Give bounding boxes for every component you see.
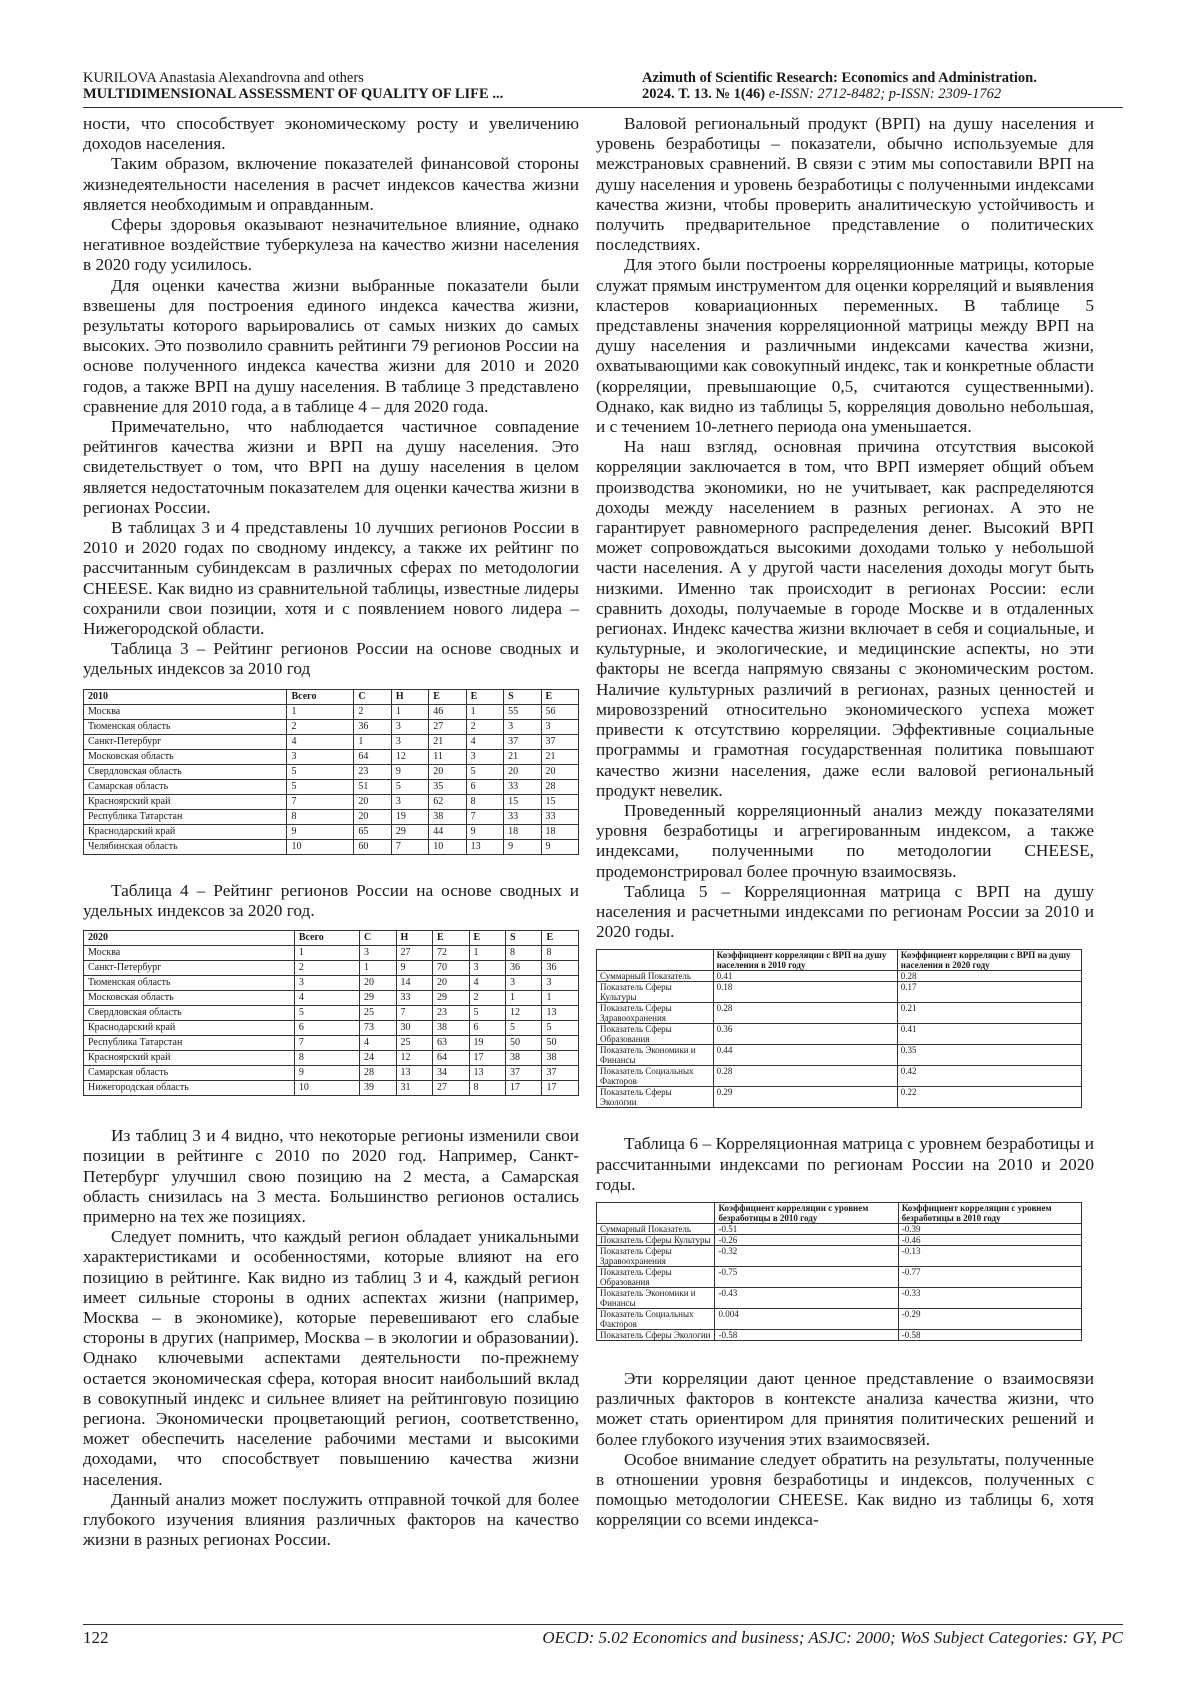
table-cell: 2 bbox=[287, 719, 354, 734]
table-cell: -0.33 bbox=[898, 1287, 1081, 1308]
table-cell: 0.41 bbox=[897, 1024, 1081, 1045]
table-cell: 20 bbox=[541, 764, 579, 779]
header-issn: e-ISSN: 2712-8482; p-ISSN: 2309-1762 bbox=[765, 86, 1002, 102]
table-cell: 37 bbox=[541, 734, 579, 749]
table-cell: 38 bbox=[505, 1051, 541, 1066]
table-cell: 12 bbox=[391, 749, 428, 764]
table-cell: Нижегородская область bbox=[84, 1081, 295, 1096]
table-cell: Челябинская область bbox=[84, 839, 287, 854]
table-cell: 72 bbox=[433, 946, 469, 961]
table-cell: 5 bbox=[505, 1021, 541, 1036]
table-header-cell: E bbox=[469, 931, 505, 946]
table-cell: Показатель Социальных Факторов bbox=[597, 1308, 715, 1329]
paragraph: В таблицах 3 и 4 представлены 10 лучших регионов России в 2010 и 2020 годах по сводному индексу, а также их рейтинг по рассчитанным субиндексам в различных сферах по методологии CHEESE. Как видно из сравнительной таблицы, известные лидеры сохранили свои позиции, хотя и с появлением нового лидера – Нижегородской области. bbox=[83, 518, 579, 639]
table-cell: 13 bbox=[466, 839, 503, 854]
table-cell: Красноярский край bbox=[84, 1051, 295, 1066]
table-header-cell: E bbox=[433, 931, 469, 946]
table6-caption: Таблица 6 – Корреляционная матрица с уровнем безработицы и рассчитанными индексами по регионам России на 2010 и 2020 годы. bbox=[596, 1134, 1094, 1194]
table-cell: 44 bbox=[429, 824, 466, 839]
table-cell: 64 bbox=[354, 749, 391, 764]
table-cell: 5 bbox=[469, 1006, 505, 1021]
table-cell: 0.29 bbox=[713, 1087, 897, 1108]
paragraph: Примечательно, что наблюдается частичное совпадение рейтингов качества жизни и ВРП на душу населения. Это свидетельствует о том, что ВРП на душу населения в целом является недостаточным показателем для оценки качества жизни в регионах России. bbox=[83, 417, 579, 517]
footer-classification: OECD: 5.02 Economics and business; ASJC: 2000; WoS Subject Categories: GY, PC bbox=[542, 1628, 1123, 1647]
table-cell: 8 bbox=[287, 809, 354, 824]
table-cell: 5 bbox=[287, 779, 354, 794]
paragraph: ности, что способствует экономическому росту и увеличению доходов населения. bbox=[83, 114, 579, 154]
table-cell: 6 bbox=[294, 1021, 359, 1036]
table-cell: 6 bbox=[466, 779, 503, 794]
table5-caption: Таблица 5 – Корреляционная матрица с ВРП на душу населения и расчетными индексами по регионам России за 2010 и 2020 годы. bbox=[596, 881, 1094, 942]
table-cell: 20 bbox=[433, 976, 469, 991]
header-issue bbox=[642, 86, 1037, 102]
table-cell: Свердловская область bbox=[84, 1006, 295, 1021]
running-header-authors bbox=[83, 70, 503, 102]
table-cell: 11 bbox=[429, 749, 466, 764]
table-cell: Свердловская область bbox=[84, 764, 287, 779]
table-cell: 27 bbox=[429, 719, 466, 734]
page-number: 122 bbox=[83, 1628, 109, 1647]
table-cell: Суммарный Показатель bbox=[597, 971, 714, 982]
table-cell: Московская область bbox=[84, 991, 295, 1006]
table-cell: 2 bbox=[294, 961, 359, 976]
table-cell: Московская область bbox=[84, 749, 287, 764]
table-header-cell: Коэффициент корреляции с ВРП на душу населения в 2010 году bbox=[713, 950, 897, 971]
table-cell: 0.41 bbox=[713, 971, 897, 982]
table-cell: -0.77 bbox=[898, 1266, 1081, 1287]
table-cell: 21 bbox=[541, 749, 579, 764]
table-cell: 28 bbox=[541, 779, 579, 794]
table-cell: 4 bbox=[469, 976, 505, 991]
table3 bbox=[83, 689, 579, 855]
table-cell: 62 bbox=[429, 794, 466, 809]
table-cell: 36 bbox=[505, 961, 541, 976]
table-cell: 3 bbox=[541, 719, 579, 734]
table-cell: 35 bbox=[429, 779, 466, 794]
running-header-journal bbox=[642, 70, 1037, 102]
table-cell: 13 bbox=[542, 1006, 579, 1021]
table-cell: -0.51 bbox=[715, 1223, 898, 1234]
paragraph: Проведенный корреляционный анализ между показателями уровня безработицы и агрегированным индексом, а также индексами, полученными по методологии CHEESE, продемонстрировал более прочную взаимосвязь. bbox=[596, 800, 1094, 881]
table-header-row bbox=[84, 931, 579, 946]
table-cell: 20 bbox=[504, 764, 541, 779]
table-cell: 20 bbox=[354, 809, 391, 824]
table-row bbox=[597, 1223, 1082, 1234]
table-cell: 0.21 bbox=[897, 1003, 1081, 1024]
table-cell: 6 bbox=[469, 1021, 505, 1036]
table-cell: 33 bbox=[504, 809, 541, 824]
table-cell: 9 bbox=[466, 824, 503, 839]
table-row bbox=[597, 1308, 1082, 1329]
table-cell: 56 bbox=[541, 704, 579, 719]
table-row bbox=[84, 839, 579, 854]
table-cell: 20 bbox=[360, 976, 396, 991]
table-cell: 18 bbox=[504, 824, 541, 839]
table-cell: 29 bbox=[433, 991, 469, 1006]
header-volume: 2024. Т. 13. № 1(46) bbox=[642, 86, 766, 102]
table-cell: 3 bbox=[505, 976, 541, 991]
table-cell: Краснодарский край bbox=[84, 824, 287, 839]
table-cell: -0.29 bbox=[898, 1308, 1081, 1329]
table-cell: Показатель Сферы Здравоохранения bbox=[597, 1245, 715, 1266]
table-row bbox=[84, 976, 579, 991]
header-authors: KURILOVA Anastasia Alexandrovna and others bbox=[83, 70, 364, 86]
table-cell: 0.28 bbox=[713, 1003, 897, 1024]
table-cell: 1 bbox=[391, 704, 428, 719]
table-row bbox=[597, 1245, 1082, 1266]
table-cell: 51 bbox=[354, 779, 391, 794]
table-cell: 1 bbox=[505, 991, 541, 1006]
table-cell: 27 bbox=[396, 946, 432, 961]
table-cell: 70 bbox=[433, 961, 469, 976]
table-cell: 25 bbox=[360, 1006, 396, 1021]
table-header-cell: S bbox=[505, 931, 541, 946]
table-cell: Красноярский край bbox=[84, 794, 287, 809]
table-row bbox=[597, 1045, 1082, 1066]
table-row bbox=[84, 779, 579, 794]
table-cell: 31 bbox=[396, 1081, 432, 1096]
table-cell: 9 bbox=[504, 839, 541, 854]
table-cell: 12 bbox=[505, 1006, 541, 1021]
table-cell: 33 bbox=[541, 809, 579, 824]
table-row bbox=[84, 719, 579, 734]
table-cell: 0.18 bbox=[713, 982, 897, 1003]
table-header-cell: C bbox=[360, 931, 396, 946]
table-header-cell bbox=[597, 950, 714, 971]
table-header-cell: Коэффициент корреляции с уровнем безработицы в 2010 году bbox=[898, 1202, 1081, 1223]
table-cell: 73 bbox=[360, 1021, 396, 1036]
paragraph: На наш взгляд, основная причина отсутствия высокой корреляции заключается в том, что ВРП измеряет общий объем производства экономики, но не учитывает, как распределяются доходы между населением в разных регионах. А это не гарантирует равномерного распределения денег. Высокий ВРП может сопровождаться высокими доходами только у небольшой части населения. А у другой части населения доходы могут быть низкими. Именно так происходит в регионах России: если сравнить доходы, получаемые в городе Москве и в отдаленных регионах. Индекс качества жизни включает в себя и социальные, и культурные, и экологические, и медицинские аспекты, но эти факторы не всегда напрямую связаны с экономическим ростом. Наличие культурных различий в регионах, разных ценностей и мировоззрений относительно экономического успеха может привести к отсутствию корреляции. Эффективные социальные программы и грамотная государственная политика повышают качество жизни населения, даже если валовой региональный продукт невелик. bbox=[596, 437, 1094, 800]
table-cell: 1 bbox=[542, 991, 579, 1006]
paragraph: Валовой региональный продукт (ВРП) на душу населения и уровень безработицы – показатели, обычно используемые для межстрановых сравнений. В связи с этим мы сопоставили ВРП на душу населения и уровень безработицы с полученными индексами качества жизни, чтобы проверить аналитическую устойчивость и получить предварительное представление о политических последствиях. bbox=[596, 114, 1094, 255]
table-cell: 0.17 bbox=[897, 982, 1081, 1003]
table-cell: 10 bbox=[429, 839, 466, 854]
paragraph: Для оценки качества жизни выбранные показатели были взвешены для построения единого индекса качества жизни, результаты которого варьировались от самых низких до самых высоких. Это позволило сравнить рейтинги 79 регионов России на основе полученного индекса качества жизни для 2010 и 2020 годов, а также ВРП на душу населения. В таблице 3 представлено сравнение для 2010 года, а в таблице 4 – для 2020 года. bbox=[83, 275, 579, 416]
table-header-cell: 2020 bbox=[84, 931, 295, 946]
table-cell: 5 bbox=[391, 779, 428, 794]
table-cell: 1 bbox=[360, 961, 396, 976]
table-cell: 20 bbox=[354, 794, 391, 809]
table-cell: 34 bbox=[433, 1066, 469, 1081]
table-cell: Краснодарский край bbox=[84, 1021, 295, 1036]
table-header-cell bbox=[597, 1202, 715, 1223]
table-cell: Тюменская область bbox=[84, 719, 287, 734]
table-cell: Тюменская область bbox=[84, 976, 295, 991]
table-cell: 0.28 bbox=[897, 971, 1081, 982]
paragraph: Из таблиц 3 и 4 видно, что некоторые регионы изменили свои позиции в рейтинге с 2010 по 2020 год. Например, Санкт-Петербург улучшил свою позицию на 2 места, а Самарская область снизилась на 3 места. Большинство регионов остались примерно на тех же позициях. bbox=[83, 1126, 579, 1226]
table-cell: 29 bbox=[391, 824, 428, 839]
table-cell: 36 bbox=[542, 961, 579, 976]
table-row bbox=[84, 1081, 579, 1096]
table-cell: 9 bbox=[541, 839, 579, 854]
table-cell: 55 bbox=[504, 704, 541, 719]
table-cell: 38 bbox=[433, 1021, 469, 1036]
table-cell: 64 bbox=[433, 1051, 469, 1066]
table-cell: 23 bbox=[354, 764, 391, 779]
table-cell: -0.39 bbox=[898, 1223, 1081, 1234]
table-cell: 5 bbox=[466, 764, 503, 779]
table-header-cell: Всего bbox=[294, 931, 359, 946]
table-cell: Самарская область bbox=[84, 779, 287, 794]
table3-caption: Таблица 3 – Рейтинг регионов России на основе сводных и удельных индексов за 2010 год bbox=[83, 639, 579, 679]
table-row bbox=[84, 1066, 579, 1081]
table-cell: 1 bbox=[354, 734, 391, 749]
table-cell: -0.43 bbox=[715, 1287, 898, 1308]
table-cell: 15 bbox=[504, 794, 541, 809]
table-header-cell: H bbox=[396, 931, 432, 946]
table-cell: 28 bbox=[360, 1066, 396, 1081]
table-cell: Республика Татарстан bbox=[84, 1036, 295, 1051]
table-header-cell: E bbox=[466, 689, 503, 704]
table-row bbox=[597, 1266, 1082, 1287]
table-cell: 39 bbox=[360, 1081, 396, 1096]
table-header-cell: H bbox=[391, 689, 428, 704]
table-cell: Показатель Сферы Экологии bbox=[597, 1087, 714, 1108]
table-cell: 23 bbox=[433, 1006, 469, 1021]
table-row bbox=[84, 794, 579, 809]
table-cell: 19 bbox=[469, 1036, 505, 1051]
table-cell: 50 bbox=[505, 1036, 541, 1051]
table-cell: -0.58 bbox=[898, 1329, 1081, 1340]
table-cell: Москва bbox=[84, 704, 287, 719]
table-cell: Показатель Сферы Культуры bbox=[597, 982, 714, 1003]
table-header-cell: Всего bbox=[287, 689, 354, 704]
table-cell: 37 bbox=[504, 734, 541, 749]
table-row bbox=[84, 749, 579, 764]
table-cell: 21 bbox=[504, 749, 541, 764]
table-header-row bbox=[597, 950, 1082, 971]
table-row bbox=[597, 1024, 1082, 1045]
table-row bbox=[597, 1087, 1082, 1108]
table-cell: 29 bbox=[360, 991, 396, 1006]
table-cell: 0.22 bbox=[897, 1087, 1081, 1108]
table-cell: Санкт-Петербург bbox=[84, 961, 295, 976]
table-cell: 3 bbox=[469, 961, 505, 976]
table-cell: -0.13 bbox=[898, 1245, 1081, 1266]
table-cell: 9 bbox=[391, 764, 428, 779]
table-row bbox=[84, 734, 579, 749]
paragraph: Таким образом, включение показателей финансовой стороны жизнедеятельности населения в расчет индексов качества жизни является необходимым и оправданным. bbox=[83, 154, 579, 214]
table-cell: Показатель Сферы Образования bbox=[597, 1024, 714, 1045]
table-row bbox=[84, 1051, 579, 1066]
table-cell: 4 bbox=[466, 734, 503, 749]
table-cell: 8 bbox=[466, 794, 503, 809]
table-cell: 0.28 bbox=[713, 1066, 897, 1087]
table-cell: Суммарный Показатель bbox=[597, 1223, 715, 1234]
table-cell: 0.35 bbox=[897, 1045, 1081, 1066]
table-header-cell: Коэффициент корреляции с ВРП на душу населения в 2020 году bbox=[897, 950, 1081, 971]
table-cell: 9 bbox=[396, 961, 432, 976]
paragraph: Сферы здоровья оказывают незначительное влияние, однако негативное воздействие туберкулеза на качество жизни населения в 2020 году усилилось. bbox=[83, 215, 579, 275]
table-cell: 27 bbox=[433, 1081, 469, 1096]
table-row bbox=[84, 991, 579, 1006]
footer-rule bbox=[83, 1624, 1123, 1625]
table-cell: 9 bbox=[294, 1066, 359, 1081]
table-cell: 17 bbox=[469, 1051, 505, 1066]
table-cell: 1 bbox=[466, 704, 503, 719]
table-cell: 36 bbox=[354, 719, 391, 734]
table-row bbox=[597, 982, 1082, 1003]
table-header-cell: S bbox=[504, 689, 541, 704]
table-cell: 0.36 bbox=[713, 1024, 897, 1045]
table-cell: 18 bbox=[541, 824, 579, 839]
paragraph: Для этого были построены корреляционные матрицы, которые служат прямым инструментом для оценки корреляций и выявления кластеров ковариационных переменных. В таблице 5 представлены значения корреляционной матрицы между ВРП на душу населения и различными индексами качества жизни, охватывающими как совокупный индекс, так и конкретные области (корреляции, превышающие 0,5, считаются существенными). Однако, как видно из таблицы 5, корреляция довольно небольшая, и с течением 10-летнего периода она уменьшается. bbox=[596, 255, 1094, 437]
table-row bbox=[597, 971, 1082, 982]
right-column bbox=[596, 114, 1094, 1531]
paragraph: Данный анализ может послужить отправной точкой для более глубокого изучения влияния различных факторов на качество жизни в разных регионах России. bbox=[83, 1489, 579, 1550]
table-cell: Показатель Экономики и Финансы bbox=[597, 1045, 714, 1066]
table-row bbox=[84, 946, 579, 961]
table-row bbox=[84, 824, 579, 839]
table-cell: 9 bbox=[287, 824, 354, 839]
table-cell: 5 bbox=[294, 1006, 359, 1021]
table-cell: 38 bbox=[429, 809, 466, 824]
table-cell: 30 bbox=[396, 1021, 432, 1036]
table-cell: 1 bbox=[294, 946, 359, 961]
table-cell: -0.32 bbox=[715, 1245, 898, 1266]
left-column bbox=[83, 114, 579, 1550]
table-cell: 0.42 bbox=[897, 1066, 1081, 1087]
table-cell: 3 bbox=[542, 976, 579, 991]
table-header-cell: C bbox=[354, 689, 391, 704]
table-cell: 37 bbox=[542, 1066, 579, 1081]
table-cell: 8 bbox=[469, 1081, 505, 1096]
table-header-row bbox=[597, 1202, 1082, 1223]
table-cell: 46 bbox=[429, 704, 466, 719]
table-cell: Показатель Сферы Здравоохранения bbox=[597, 1003, 714, 1024]
table-cell: 12 bbox=[396, 1051, 432, 1066]
table-row bbox=[597, 1287, 1082, 1308]
table-cell: 65 bbox=[354, 824, 391, 839]
table-cell: 1 bbox=[469, 946, 505, 961]
table-cell: 8 bbox=[542, 946, 579, 961]
table-cell: Показатель Социальных Факторов bbox=[597, 1066, 714, 1087]
table-row bbox=[84, 809, 579, 824]
header-rule bbox=[83, 107, 1123, 108]
table-cell: 63 bbox=[433, 1036, 469, 1051]
table-row bbox=[84, 961, 579, 976]
table-cell: Показатель Сферы Экологии bbox=[597, 1329, 715, 1340]
table-cell: 7 bbox=[391, 839, 428, 854]
table-cell: 60 bbox=[354, 839, 391, 854]
table4-caption: Таблица 4 – Рейтинг регионов России на основе сводных и удельных индексов за 2020 год. bbox=[83, 880, 579, 920]
table-cell: 3 bbox=[504, 719, 541, 734]
table-cell: Показатель Сферы Образования bbox=[597, 1266, 715, 1287]
table-cell: 5 bbox=[287, 764, 354, 779]
table-cell: 19 bbox=[391, 809, 428, 824]
table-cell: 2 bbox=[466, 719, 503, 734]
paragraph: Следует помнить, что каждый регион обладает уникальными характеристиками и особенностями, которые влияют на его позицию в рейтинге. Как видно из таблиц 3 и 4, каждый регион имеет сильные стороны в одних аспектах жизни (например, Москва – в экономике), которые перевешивают его слабые стороны в других (например, Москва – в экологии и образовании). Однако ключевыми аспектами деятельности по-прежнему остается экономическая сфера, которая вносит наибольший вклад в совокупный индекс и сильнее влияет на рейтинговую позицию региона. Экономически процветающий регион, соответственно, может обеспечить население рабочими местами и высокими доходами, что способствует повышению качества жизни населения. bbox=[83, 1227, 579, 1489]
table-cell: 3 bbox=[294, 976, 359, 991]
header-journal-title: Azimuth of Scientific Research: Economics and Administration. bbox=[642, 70, 1037, 86]
table-cell: Показатель Сферы Культуры bbox=[597, 1234, 715, 1245]
table-row bbox=[597, 1329, 1082, 1340]
table-cell: 7 bbox=[287, 794, 354, 809]
paragraph: Эти корреляции дают ценное представление о взаимосвязи различных факторов в контексте анализа качества жизни, что может стать ориентиром для принятия политических решений и более глубокого изучения этих взаимосвязей. bbox=[596, 1368, 1094, 1449]
table-cell: 3 bbox=[287, 749, 354, 764]
table-cell: 4 bbox=[294, 991, 359, 1006]
table-cell: 33 bbox=[504, 779, 541, 794]
table-cell: 2 bbox=[469, 991, 505, 1006]
table-cell: Самарская область bbox=[84, 1066, 295, 1081]
table-cell: 3 bbox=[391, 734, 428, 749]
table-header-cell: E bbox=[541, 689, 579, 704]
table-cell: 38 bbox=[542, 1051, 579, 1066]
table-cell: 1 bbox=[287, 704, 354, 719]
table4 bbox=[83, 930, 579, 1096]
table-cell: 8 bbox=[505, 946, 541, 961]
table-cell: 21 bbox=[429, 734, 466, 749]
table-row bbox=[597, 1066, 1082, 1087]
table-cell: 24 bbox=[360, 1051, 396, 1066]
table-cell: 13 bbox=[469, 1066, 505, 1081]
header-article-title: MULTIDIMENSIONAL ASSESSMENT OF QUALITY OF LIFE ... bbox=[83, 86, 504, 102]
table-cell: 10 bbox=[287, 839, 354, 854]
table-cell: Республика Татарстан bbox=[84, 809, 287, 824]
table-cell: 3 bbox=[360, 946, 396, 961]
table-row bbox=[84, 704, 579, 719]
table-row bbox=[84, 1036, 579, 1051]
table-cell: 7 bbox=[294, 1036, 359, 1051]
table6 bbox=[596, 1202, 1082, 1341]
table-cell: Москва bbox=[84, 946, 295, 961]
table-cell: 50 bbox=[542, 1036, 579, 1051]
table-cell: -0.58 bbox=[715, 1329, 898, 1340]
table-cell: 25 bbox=[396, 1036, 432, 1051]
table-header-cell: 2010 bbox=[84, 689, 287, 704]
table-cell: -0.75 bbox=[715, 1266, 898, 1287]
table-cell: 17 bbox=[542, 1081, 579, 1096]
table-cell: 0.004 bbox=[715, 1308, 898, 1329]
table-cell: 7 bbox=[466, 809, 503, 824]
table-row bbox=[597, 1234, 1082, 1245]
table-cell: 33 bbox=[396, 991, 432, 1006]
table-row bbox=[84, 1021, 579, 1036]
table-cell: 4 bbox=[287, 734, 354, 749]
table-row bbox=[597, 1003, 1082, 1024]
table-cell: 2 bbox=[354, 704, 391, 719]
table-cell: -0.46 bbox=[898, 1234, 1081, 1245]
table-cell: 3 bbox=[466, 749, 503, 764]
table-cell: 5 bbox=[542, 1021, 579, 1036]
table5 bbox=[596, 949, 1082, 1108]
table-cell: 13 bbox=[396, 1066, 432, 1081]
table-cell: Санкт-Петербург bbox=[84, 734, 287, 749]
table-cell: 15 bbox=[541, 794, 579, 809]
table-cell: 14 bbox=[396, 976, 432, 991]
table-header-cell: E bbox=[429, 689, 466, 704]
table-cell: Показатель Экономики и Финансы bbox=[597, 1287, 715, 1308]
table-header-row bbox=[84, 689, 579, 704]
table-cell: 7 bbox=[396, 1006, 432, 1021]
table-cell: 37 bbox=[505, 1066, 541, 1081]
table-cell: 8 bbox=[294, 1051, 359, 1066]
table-cell: 3 bbox=[391, 794, 428, 809]
table-cell: 3 bbox=[391, 719, 428, 734]
table-cell: 0.44 bbox=[713, 1045, 897, 1066]
table-cell: 4 bbox=[360, 1036, 396, 1051]
paragraph: Особое внимание следует обратить на результаты, полученные в отношении уровня безработицы и индексов, полученных с помощью методологии CHEESE. Как видно из таблицы 6, хотя корреляции со всеми индекса- bbox=[596, 1449, 1094, 1530]
table-cell: 10 bbox=[294, 1081, 359, 1096]
table-row bbox=[84, 764, 579, 779]
table-cell: -0.26 bbox=[715, 1234, 898, 1245]
table-cell: 20 bbox=[429, 764, 466, 779]
table-row bbox=[84, 1006, 579, 1021]
table-header-cell: Коэффициент корреляции с уровнем безработицы в 2010 году bbox=[715, 1202, 898, 1223]
table-cell: 17 bbox=[505, 1081, 541, 1096]
table-header-cell: E bbox=[542, 931, 579, 946]
